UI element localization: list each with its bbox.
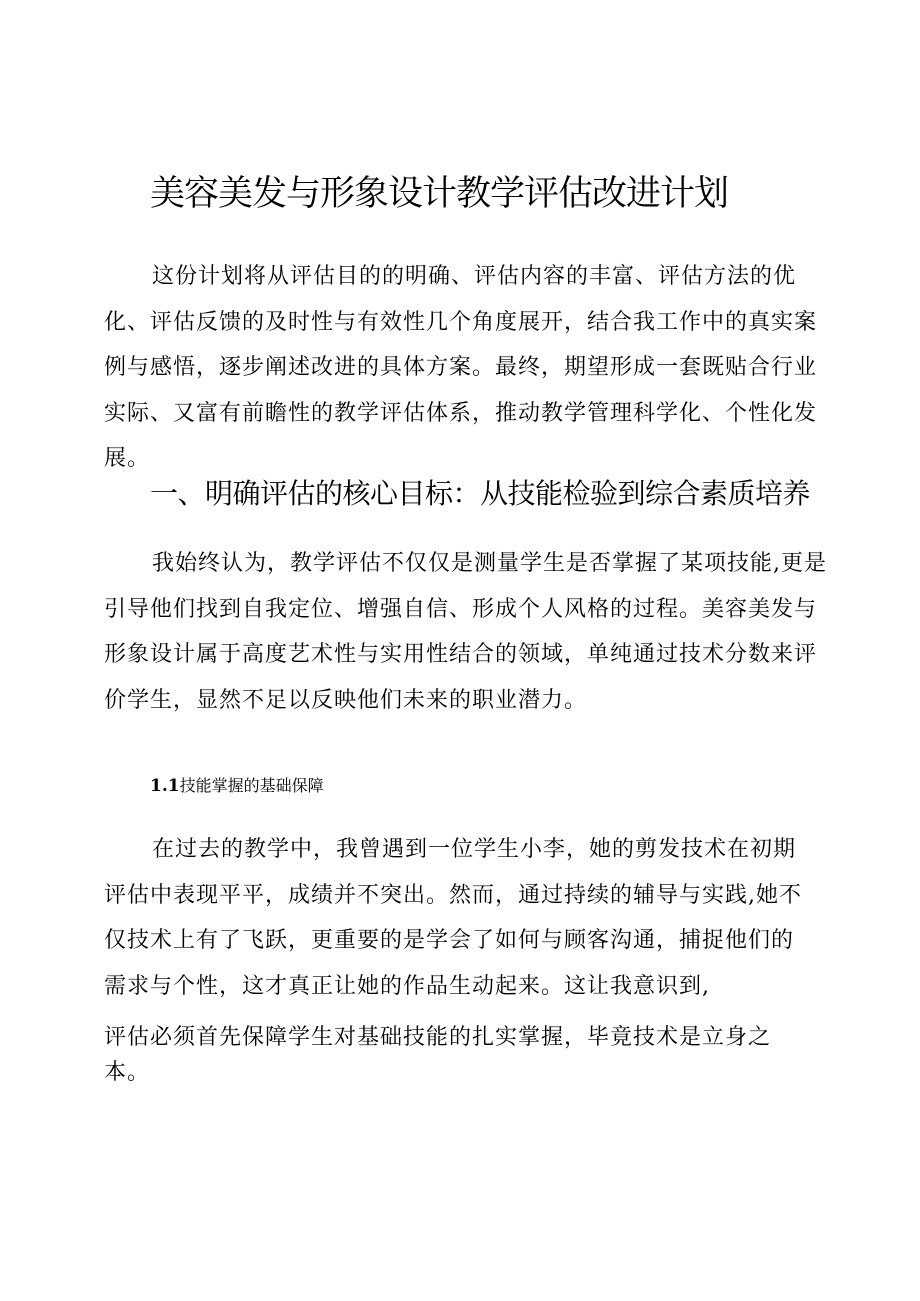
subsection-paragraph-2: 评估必须首先保障学生对基础技能的扎实掌握，毕竟技术是立身之本。 [104, 1025, 772, 1085]
subsection-title: 技能掌握的基础保障 [179, 776, 324, 795]
intro-paragraph: 这份计划将从评估目的的明确、评估内容的丰富、评估方法的优化、评估反馈的及时性与有效性几个角度展开，结合我工作中的真实案例与感悟，逐步阐述改进的具体方案。最终，期望形成一套既贴合行业实际、又富有前瞻性的教学评估体系，推动教学管理科学化、个性化发展。 [104, 264, 818, 471]
document-title: 美容美发与形象设计教学评估改进计划 [150, 174, 729, 214]
subsection-paragraph-1: 在过去的教学中，我曾遇到一位学生小李，她的剪发技术在初期评估中表现平平，成绩并不突出。然而，通过持续的辅导与实践,她不仅技术上有了飞跃，更重要的是学会了如何与顾客沟通，捕捉他们的需求与个性，这才真正让她的作品生动起来。这让我意识到, [104, 837, 802, 999]
subsection-1-1-heading [150, 773, 324, 799]
subsection-number: 1.1 [150, 776, 180, 796]
section-1-heading: 一、明确评估的核心目标：从技能检验到综合素质培养 [150, 477, 811, 510]
section-1-paragraph: 我始终认为，教学评估不仅仅是测量学生是否掌握了某项技能,更是引导他们找到自我定位、增强自信、形成个人风格的过程。美容美发与形象设计属于高度艺术性与实用性结合的领域，单纯通过技术分数来评价学生，显然不足以反映他们未来的职业潜力。 [104, 551, 827, 713]
